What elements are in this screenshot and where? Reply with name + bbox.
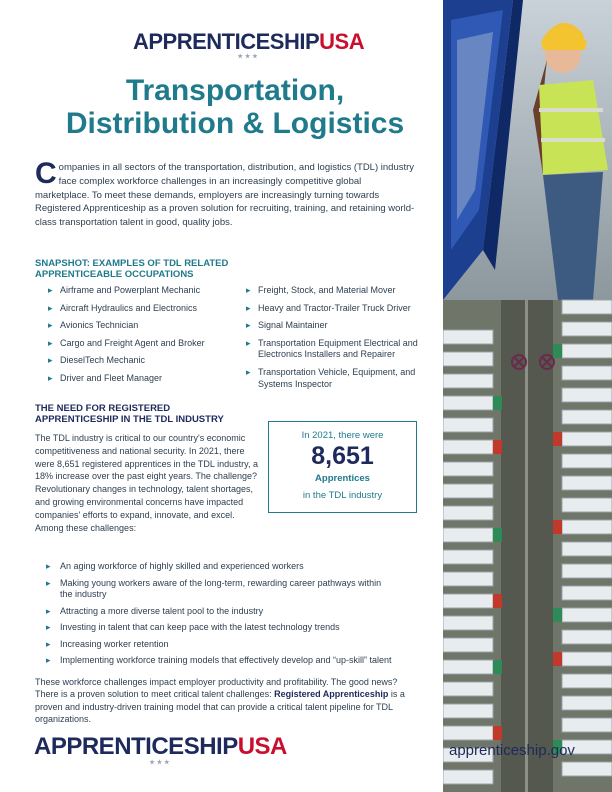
challenge-item: ▸ Implementing workforce training models that effectively develop and “up-skill” talent [46, 655, 446, 667]
need-heading-line-1: THE NEED FOR REGISTERED [35, 403, 171, 414]
logo-word-apprenticeship: APPRENTICESHIP [133, 29, 320, 54]
challenge-item: ▸ Investing in talent that can keep pace with the latest technology trends [46, 622, 446, 634]
occupation-item: ▸ Transportation Equipment Electrical and Electronics Installers and Repairer [246, 338, 426, 361]
page-title [30, 74, 440, 140]
occupation-list-left [48, 285, 238, 391]
occupation-item: ▸ Signal Maintainer [246, 320, 426, 332]
callout-context: in the TDL industry [302, 490, 383, 501]
occupation-item: ▸ Driver and Fleet Manager [48, 373, 238, 385]
intro-text: ompanies in all sectors of the transportation, distribution, and logistics (TDL) industry face complex workforce challenges in an increasingly competitive global marketplace. To meet these demands, employers are increasingly turning towards Registered Apprenticeship as a proven solution for recruiting, training, and retaining world-class transportation talent in good, quality jobs. [35, 162, 415, 229]
title-line-1: Transportation, [125, 74, 345, 107]
intro-paragraph [35, 157, 415, 230]
need-heading [35, 403, 224, 425]
occupation-item: ▸ Freight, Stock, and Material Mover [246, 285, 426, 297]
challenge-item: ▸ Making young workers aware of the long-term, rewarding career pathways within the industry [46, 578, 446, 601]
apprenticeship-usa-logo [133, 31, 364, 60]
website-link[interactable]: apprenticeship.gov [449, 742, 575, 759]
occupation-item: ▸ DieselTech Mechanic [48, 355, 238, 367]
callout-intro: In 2021, there were [301, 430, 384, 441]
snapshot-heading [35, 258, 228, 280]
apprenticeship-usa-footer-logo [34, 735, 287, 766]
challenge-item: ▸ Increasing worker retention [46, 639, 446, 651]
hero-photo [443, 0, 612, 792]
closing-bold: Registered Apprenticeship [274, 689, 389, 700]
intro-dropcap: C [35, 157, 57, 190]
challenge-item: ▸ An aging workforce of highly skilled and experienced workers [46, 561, 446, 573]
logo-stars: ★★★ [237, 54, 260, 60]
occupation-item: ▸ Aircraft Hydraulics and Electronics [48, 303, 238, 315]
occupation-item: ▸ Avionics Technician [48, 320, 238, 332]
callout-number: 8,651 [311, 442, 374, 470]
occupation-item: ▸ Cargo and Freight Agent and Broker [48, 338, 238, 350]
snapshot-heading-line-2: APPRENTICEABLE OCCUPATIONS [35, 269, 194, 280]
apprentices-stat-callout [268, 421, 417, 513]
logo-word-usa: USA [237, 733, 287, 760]
occupation-item: ▸ Heavy and Tractor-Trailer Truck Driver [246, 303, 426, 315]
logo-stars: ★★★ [149, 760, 172, 766]
callout-label: Apprentices [315, 473, 370, 484]
closing-text-after: is a proven and industry-driven training model that can provide a critical talent pipeline for TDL organizations. [35, 689, 405, 725]
occupation-item: ▸ Airframe and Powerplant Mechanic [48, 285, 238, 297]
need-heading-line-2: APPRENTICESHIP IN THE TDL INDUSTRY [35, 414, 224, 425]
need-paragraph: The TDL industry is critical to our country's economic competitiveness and national security. In 2021, there were 8,651 registered apprentices in the TDL industry, a 18% increase over the past eight years. The challenge? Revolutionary changes in technology, talent shortages, and growing environmental concerns have impacted companies' efforts to expand, innovate, and excel. Among these challenges: [35, 433, 258, 533]
title-line-2: Distribution & Logistics [65, 107, 405, 140]
occupation-list-right [246, 285, 426, 396]
challenge-item: ▸ Attracting a more diverse talent pool to the industry [46, 606, 446, 618]
occupation-item: ▸ Transportation Vehicle, Equipment, and Systems Inspector [246, 367, 426, 390]
closing-paragraph [35, 676, 415, 726]
challenges-list [46, 561, 446, 672]
snapshot-heading-line-1: SNAPSHOT: EXAMPLES OF TDL RELATED [35, 258, 229, 269]
logo-word-usa: USA [319, 29, 365, 54]
logo-word-apprenticeship: APPRENTICESHIP [34, 733, 238, 760]
closing-text-before: These workforce challenges impact employer productivity and profitability. The good news? There is a proven solution to meet critical talent challenges: [35, 677, 398, 700]
